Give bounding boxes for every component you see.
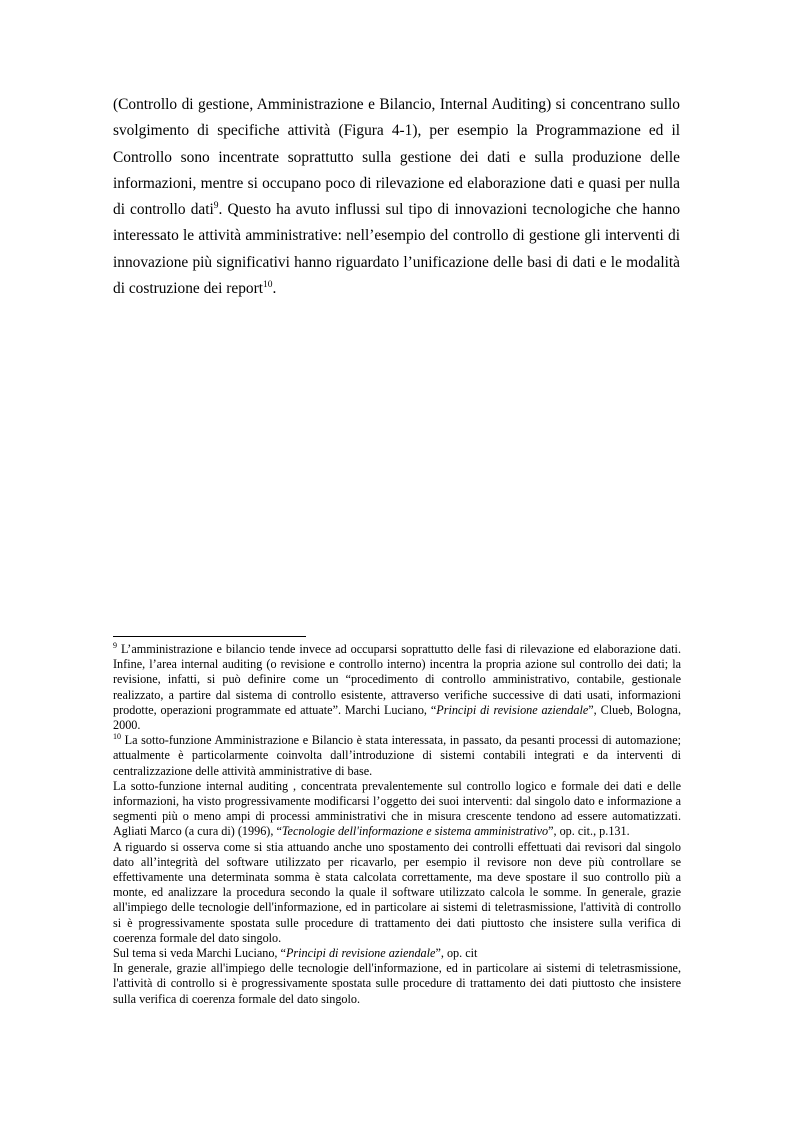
footnote-9-number: 9 bbox=[113, 640, 117, 650]
footnote-9-title: Principi di revisione aziendale bbox=[436, 702, 589, 717]
footnote-10-paragraph-4 bbox=[113, 946, 681, 961]
footnote-10-para4-text-b: ”, op. cit bbox=[435, 946, 478, 961]
footnotes-section bbox=[113, 642, 681, 1007]
body-paragraph bbox=[113, 92, 680, 302]
footnote-9-text-b: ”, Clueb, Bologna, 2000. bbox=[113, 702, 681, 733]
footnote-10-para2-text-b: ”, op. cit., p.131. bbox=[548, 824, 630, 839]
footnote-10-number: 10 bbox=[113, 732, 121, 742]
footnote-10-para4-text-a: Sul tema si veda Marchi Luciano, “ bbox=[113, 946, 286, 961]
footnote-10-text-a: La sotto-funzione Amministrazione e Bilancio è stata interessata, in passato, da pesanti processi di automazione; attualmente è particolarmente coinvolta dall’introduzione di sistemi contabili integrati e da interventi di centralizzazione delle attività amministrative di base. bbox=[113, 733, 681, 778]
footnote-ref-10[interactable]: 10 bbox=[263, 279, 273, 290]
footnote-10-paragraph-3: A riguardo si osserva come si stia attuando anche uno spostamento dei controlli effettuati dai revisori dal singolo dato all’integrità del software utilizzato per ricavarlo, per esempio il revisore non deve più controllare se effettivamente una determinata somma è stata calcolata correttamente, ma deve spostare il suo controllo più a monte, ed analizzare la procedura secondo la quale il software utilizzato calcola le somme. In generale, grazie all'impiego delle tecnologie dell'informazione, ed in particolare ai sistemi di teletrasmissione, l'attività di controllo si è progressivamente spostata sulle procedure di trattamento dei dati piuttosto che insistere sulla verifica di coerenza formale del dato singolo. bbox=[113, 839, 681, 945]
footnote-separator bbox=[113, 636, 306, 637]
footnote-10-paragraph-5: In generale, grazie all'impiego delle tecnologie dell'informazione, ed in particolare ai sistemi di teletrasmissione, l'attività di controllo si è progressivamente spostata sulle procedure di trattamento dei dati piuttosto che insistere sulla verifica di coerenza formale del dato singolo. bbox=[113, 961, 681, 1006]
body-text-part-2: . Questo ha avuto influssi sul tipo di innovazioni tecnologiche che hanno interessato le attività amministrative: nell’esempio del controllo di gestione gli interventi di innovazione più significativi hanno riguardato l’unificazione delle basi di dati e le modalità di costruzione dei report bbox=[113, 201, 681, 298]
footnote-10-paragraph-2 bbox=[113, 779, 681, 840]
footnote-10-para4-title: Principi di revisione aziendale bbox=[285, 946, 436, 961]
footnote-9-text-a: L’amministrazione e bilancio tende invece ad occuparsi soprattutto delle fasi di rilevazione ed elaborazione dati. Infine, l’area internal auditing (o revisione e controllo interno) incentra la propria azione sul controllo dei dati; la revisione, infatti, si può definire come un “procedimento di controllo amministrativo, contabile, gestionale realizzato, a partire dal sistema di controllo esistente, attraverso verifiche successive di dati usati, informazioni prodotte, operazioni programmate ed attuate”. Marchi Luciano, “ bbox=[113, 642, 681, 717]
footnote-10-para2-title: Tecnologie dell'informazione e sistema amministrativo bbox=[281, 824, 549, 839]
footnote-10-para2-text-a: La sotto-funzione internal auditing , concentrata prevalentemente sul controllo logico e formale dei dati e delle informazioni, ha visto progressivamente modificarsi l’oggetto dei suoi interventi: dal singolo dato e informazione a segmenti più o meno ampi di processi amministrativi che in misura crescente tendono ad essere automatizzati. Agliati Marco (a cura di) (1996), “ bbox=[113, 778, 681, 839]
body-text-part-3: . bbox=[272, 280, 277, 298]
footnote-9 bbox=[113, 642, 681, 733]
footnote-10 bbox=[113, 733, 681, 779]
footnote-ref-9[interactable]: 9 bbox=[213, 201, 219, 212]
body-text-part-1: (Controllo di gestione, Amministrazione e Bilancio, Internal Auditing) si concentrano sullo svolgimento di specifiche attività (Figura 4-1), per esempio la Programmazione ed il Controllo sono incentrate soprattutto sulla gestione dei dati e sulla produzione delle informazioni, mentre si occupano poco di rilevazione ed elaborazione dati e quasi per nulla di controllo dati bbox=[113, 96, 680, 219]
